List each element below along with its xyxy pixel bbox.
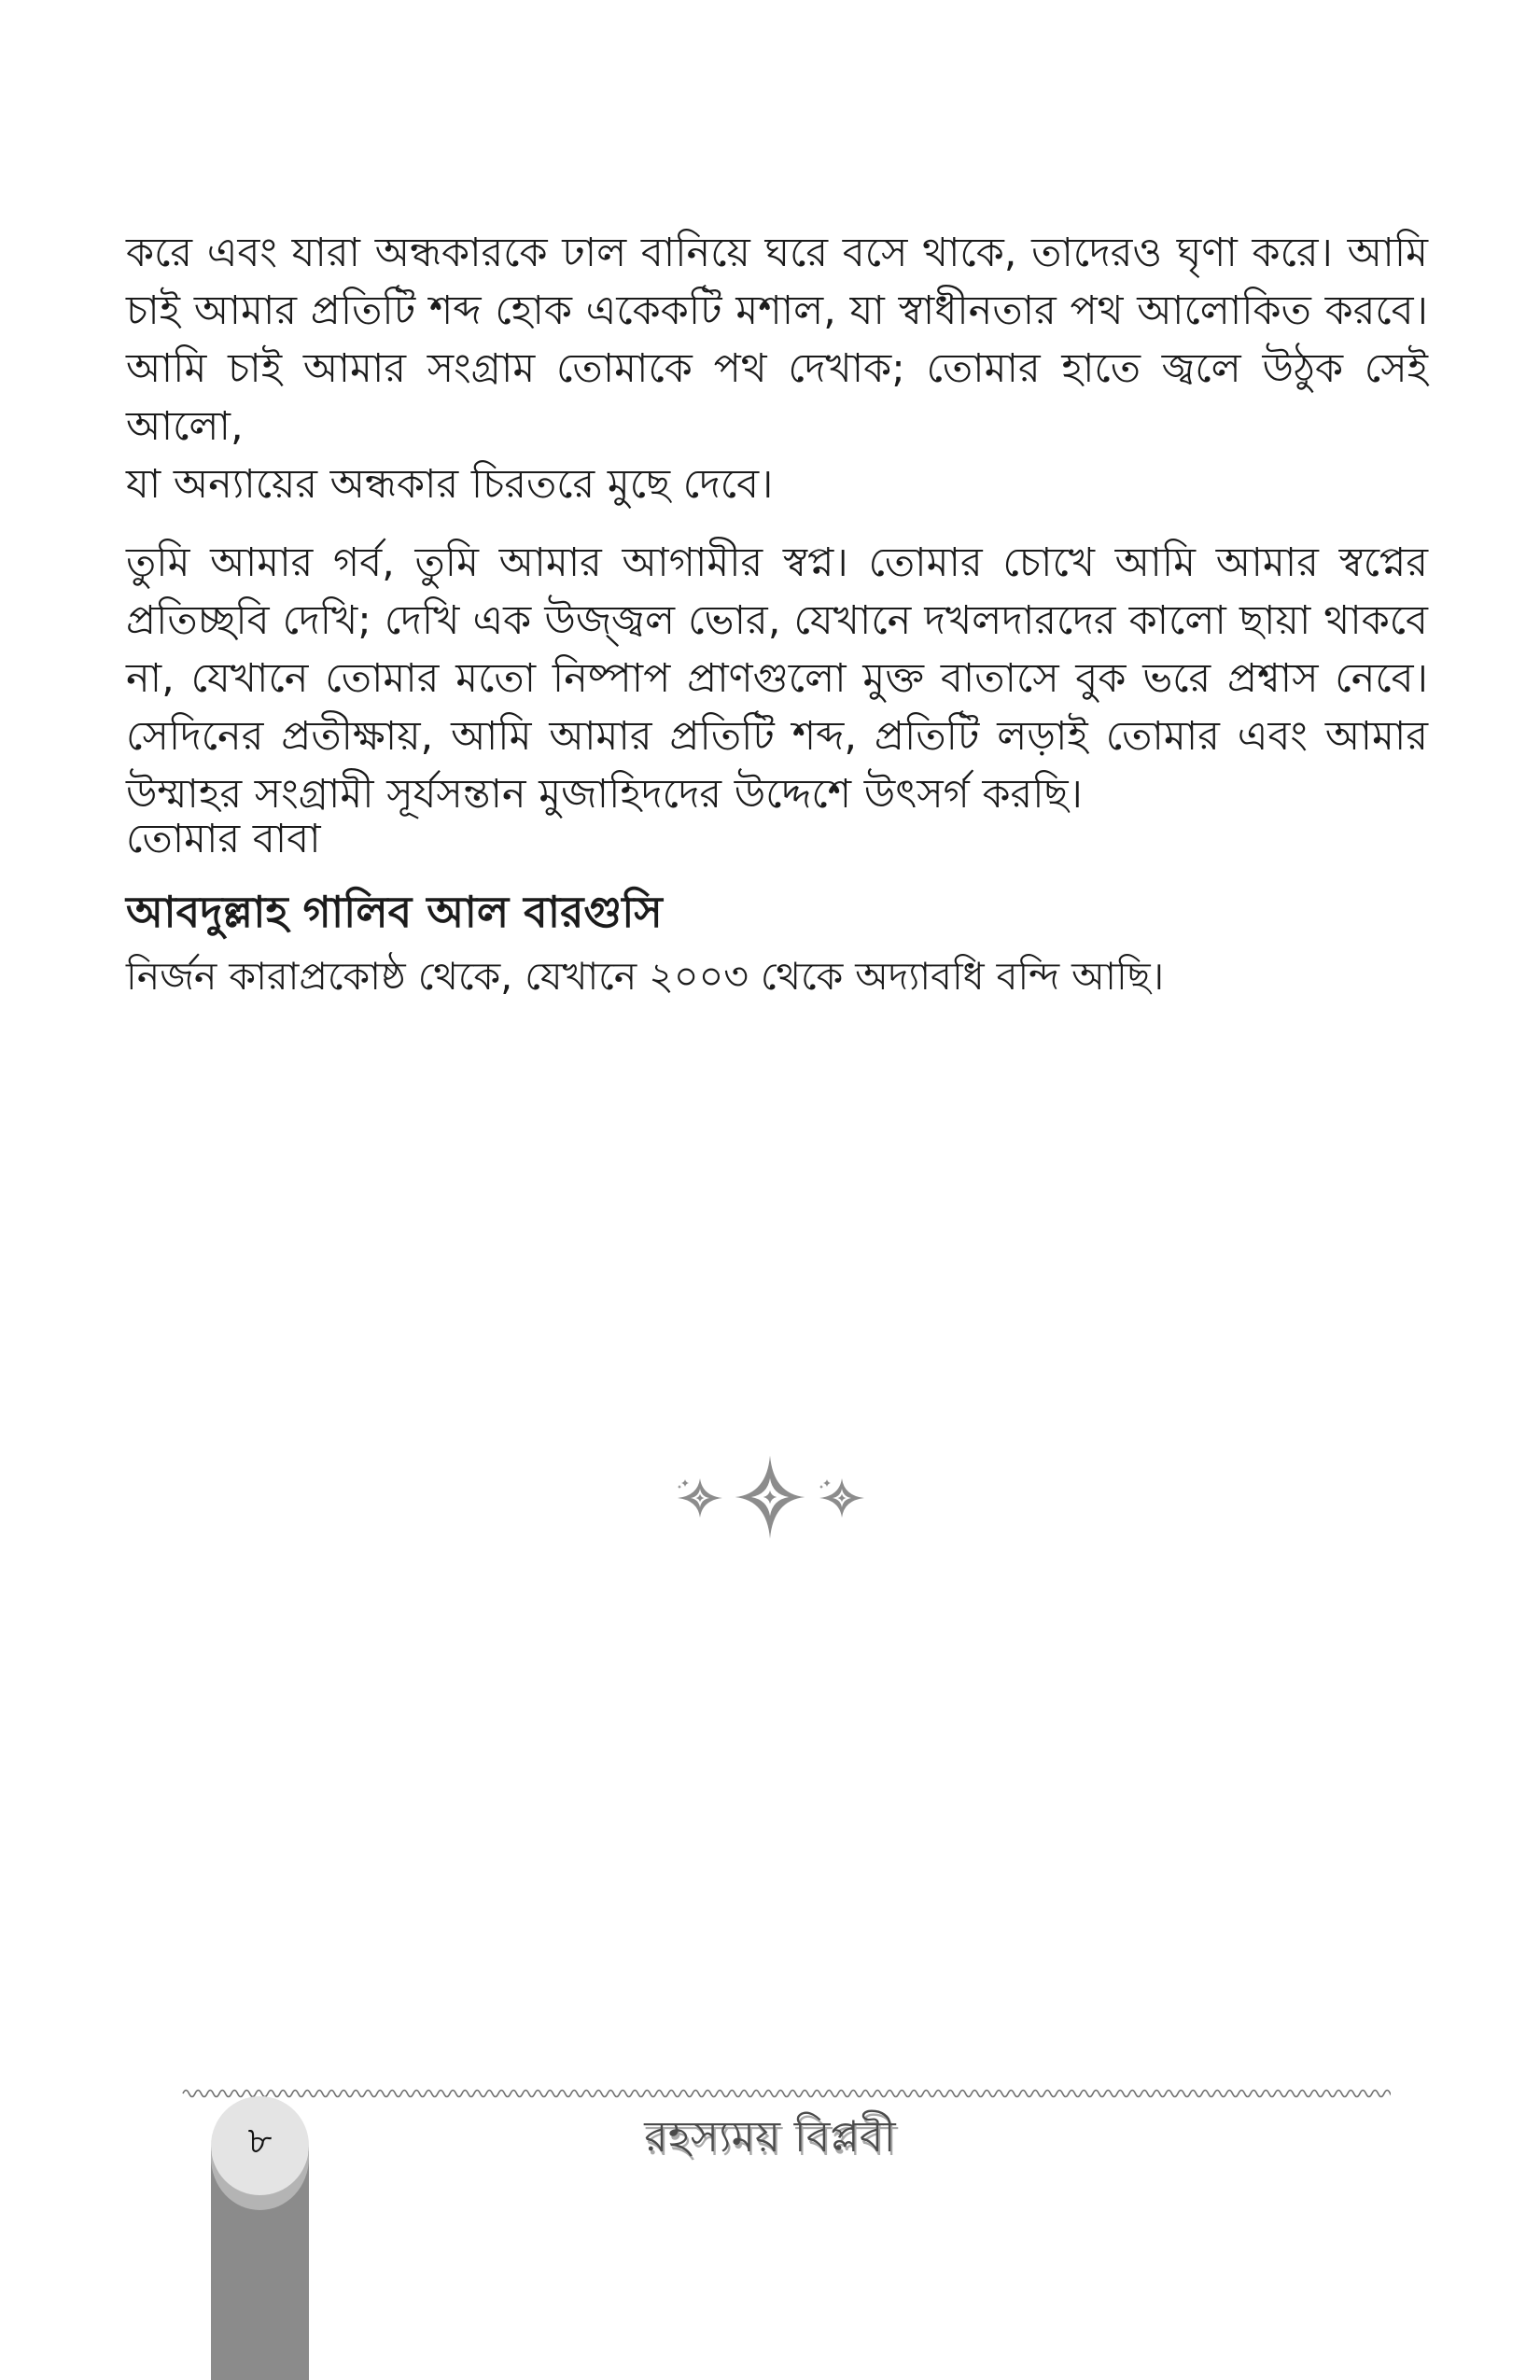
signature-note: নির্জন কারাপ্রকোষ্ঠ থেকে, যেখানে ২০০৩ থেকে অদ্যাবধি বন্দি আছি।	[126, 954, 1165, 999]
signature-salutation: তোমার বাবা	[126, 816, 321, 862]
sparkle-large-center-icon	[734, 1454, 806, 1540]
text-line: আমি চাই আমার সংগ্রাম তোমাকে পথ দেখাক; তোমার হাতে জ্বলে উঠুক সেই আলো,	[126, 345, 1428, 450]
paragraph	[126, 534, 1428, 823]
signature-block	[126, 810, 1428, 1004]
text-line: চাই আমার প্রতিটি শব্দ হোক একেকটি মশাল, যা স্বাধীনতার পথ আলোকিত করবে।	[126, 287, 1428, 334]
section-divider	[0, 1454, 1540, 1540]
text-line: প্রতিচ্ছবি দেখি; দেখি এক উজ্জ্বল ভোর, যেখানে দখলদারদের কালো ছায়া থাকবে	[126, 597, 1428, 644]
signature-name: আবদুল্লাহ গালিব আল বারগুসি	[126, 887, 663, 937]
text-line: না, যেখানে তোমার মতো নিষ্পাপ প্রাণগুলো মুক্ত বাতাসে বুক ভরে প্রশ্বাস নেবে।	[126, 655, 1428, 702]
footer-wavy-rule	[182, 2086, 1391, 2099]
text-line: সেদিনের প্রতীক্ষায়, আমি আমার প্রতিটি শব্দ, প্রতিটি লড়াই তোমার এবং আমার	[126, 713, 1428, 760]
text-line: যা অন্যায়ের অন্ধকার চিরতরে মুছে দেবে।	[126, 461, 774, 508]
text-line: উম্মাহর সংগ্রামী সূর্যসন্তান মুজাহিদদের উদ্দেশে উৎসর্গ করছি।	[126, 771, 1083, 818]
body-text	[126, 224, 1428, 844]
running-title: রহস্যময় বিপ্লবী	[644, 2111, 896, 2162]
sparkle-small-left-icon	[674, 1472, 724, 1522]
paragraph	[126, 224, 1428, 513]
text-line: তুমি আমার গর্ব, তুমি আমার আগামীর স্বপ্ন। তোমার চোখে আমি আমার স্বপ্নের	[126, 539, 1428, 586]
page-number: ৮	[247, 2119, 273, 2163]
text-line: করে এবং যারা অন্ধকারকে ঢাল বানিয়ে ঘরে বসে থাকে, তাদেরও ঘৃণা করে। আমি	[126, 230, 1428, 276]
sparkle-small-right-icon	[816, 1472, 866, 1522]
